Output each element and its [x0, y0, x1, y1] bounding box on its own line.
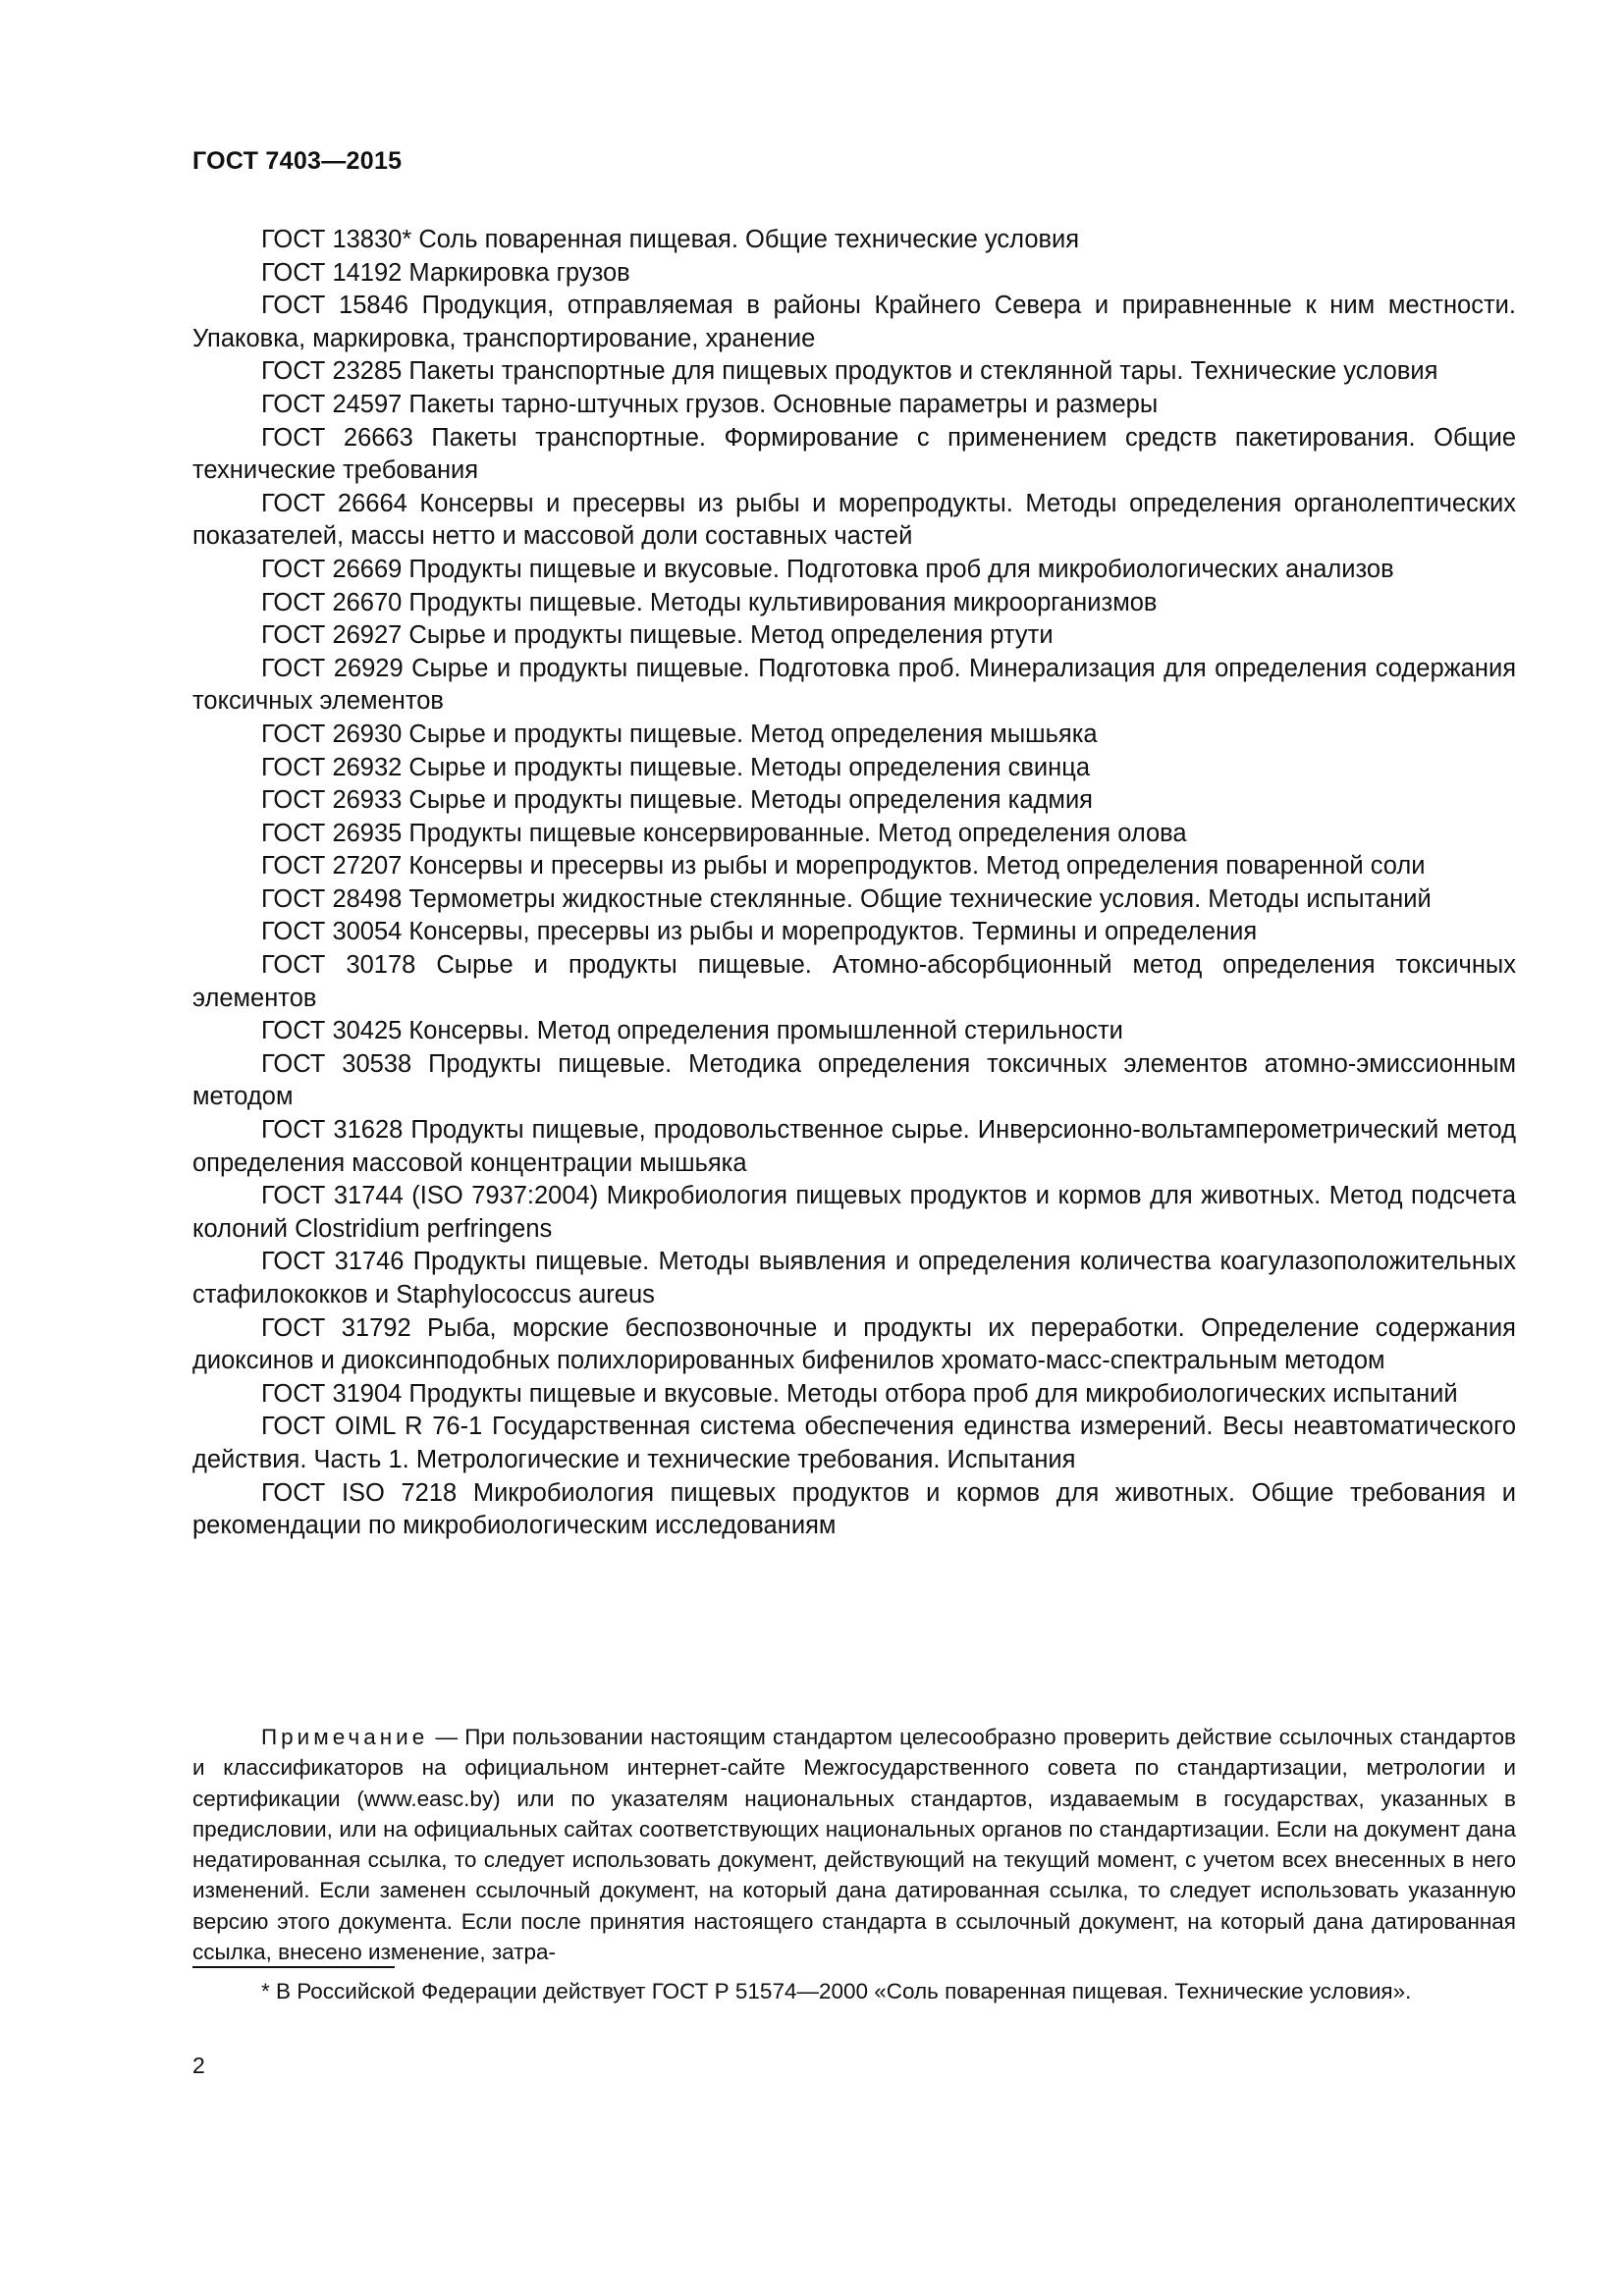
footnote-separator: [192, 1966, 395, 1968]
reference-item: ГОСТ 28498 Термометры жидкостные стеклянные. Общие технические условия. Методы испытаний: [261, 884, 1432, 913]
normative-references-list: [192, 224, 1516, 1543]
note-label: Примечание: [261, 1725, 429, 1749]
reference-item: ГОСТ 26670 Продукты пищевые. Методы культивирования микроорганизмов: [261, 588, 1158, 616]
page-number: 2: [192, 2053, 205, 2078]
reference-item: ГОСТ 31628 Продукты пищевые, продовольственное сырье. Инверсионно-вольтамперометрический метод определения массовой концентрации мышьяка: [192, 1116, 1516, 1177]
reference-item: ГОСТ 15846 Продукция, отправляемая в районы Крайнего Севера и приравненные к ним местности. Упаковка, маркировка, транспортирование, хранение: [192, 292, 1516, 352]
reference-item: ГОСТ 31744 (ISO 7937:2004) Микробиология пищевых продуктов и кормов для животных. Метод подсчета колоний Clostridium perfringens: [192, 1182, 1516, 1243]
note-paragraph: [192, 1722, 1516, 1967]
reference-item: ГОСТ 26664 Консервы и пресервы из рыбы и морепродукты. Методы определения органолептических показателей, массы нетто и массовой доли составных частей: [192, 489, 1516, 551]
reference-item: ГОСТ 14192 Маркировка грузов: [261, 258, 630, 287]
reference-item: ГОСТ 26933 Сырье и продукты пищевые. Методы определения кадмия: [261, 786, 1093, 815]
reference-item: ГОСТ 31746 Продукты пищевые. Методы выявления и определения количества коагулазоположительных стафилококков и Staphylococcus aureus: [192, 1248, 1516, 1308]
reference-item: ГОСТ 26929 Сырье и продукты пищевые. Подготовка проб. Минерализация для определения содержания токсичных элементов: [192, 654, 1516, 716]
reference-item: ГОСТ 26669 Продукты пищевые и вкусовые. Подготовка проб для микробиологических анализов: [261, 555, 1394, 583]
reference-item: ГОСТ 30538 Продукты пищевые. Методика определения токсичных элементов атомно-эмиссионным методом: [192, 1049, 1516, 1111]
reference-item: ГОСТ 23285 Пакеты транспортные для пищевых продуктов и стеклянной тары. Технические условия: [261, 357, 1438, 386]
note-text: — При пользовании настоящим стандартом целесообразно проверить действие ссылочных стандартов и классификаторов на официальном интернет-сайте Межгосударственного совета по стандартизации, метрологии и сертификации (www.easc.by) или по указателям национальных стандартов, издаваемым в государствах, указанных в предисловии, или на официальных сайтах соответствующих национальных органов по стандартизации. Если на документ дана недатированная ссылка, то следует использовать документ, действующий на текущий момент, с учетом всех внесенных в него изменений. Если заменен ссылочный документ, на который дана датированная ссылка, то следует использовать указанную версию этого документа. Если после принятия настоящего стандарта в ссылочный документ, на который дана датированная ссылка, внесено изменение, затра-: [192, 1725, 1516, 1965]
reference-item: ГОСТ 26930 Сырье и продукты пищевые. Метод определения мышьяка: [261, 720, 1098, 748]
footnote: * В Российской Федерации действует ГОСТ Р 51574—2000 «Соль поваренная пищевая. Технические условия».: [261, 1979, 1412, 2003]
reference-item: ГОСТ 26932 Сырье и продукты пищевые. Методы определения свинца: [261, 753, 1091, 781]
reference-item: ГОСТ 31904 Продукты пищевые и вкусовые. Методы отбора проб для микробиологических испытаний: [261, 1379, 1458, 1408]
reference-item: ГОСТ 26927 Сырье и продукты пищевые. Метод определения ртути: [261, 621, 1054, 650]
reference-item: ГОСТ 24597 Пакеты тарно-штучных грузов. Основные параметры и размеры: [261, 390, 1159, 418]
document-header: ГОСТ 7403—2015: [192, 147, 403, 175]
reference-item: ГОСТ 30425 Консервы. Метод определения промышленной стерильности: [261, 1017, 1123, 1045]
reference-item: ГОСТ 26935 Продукты пищевые консервированные. Метод определения олова: [261, 819, 1187, 847]
reference-item: ГОСТ 30178 Сырье и продукты пищевые. Атомно-абсорбционный метод определения токсичных элементов: [192, 951, 1516, 1012]
reference-item: ГОСТ OIML R 76-1 Государственная система обеспечения единства измерений. Весы неавтоматического действия. Часть 1. Метрологические и технические требования. Испытания: [192, 1413, 1516, 1473]
reference-item: ГОСТ 13830* Соль поваренная пищевая. Общие технические условия: [261, 226, 1080, 253]
reference-item: ГОСТ ISO 7218 Микробиология пищевых продуктов и кормов для животных. Общие требования и рекомендации по микробиологическим исследованиям: [192, 1478, 1516, 1540]
reference-item: ГОСТ 31792 Рыба, морские беспозвоночные и продукты их переработки. Определение содержания диоксинов и диоксинподобных полихлорированных бифенилов хромато-масс-спектральным методом: [192, 1313, 1516, 1375]
reference-item: ГОСТ 26663 Пакеты транспортные. Формирование с применением средств пакетирования. Общие технические требования: [192, 423, 1516, 485]
reference-item: ГОСТ 27207 Консервы и пресервы из рыбы и морепродуктов. Метод определения поваренной соли: [261, 852, 1426, 881]
reference-item: ГОСТ 30054 Консервы, пресервы из рыбы и морепродуктов. Термины и определения: [261, 918, 1258, 946]
